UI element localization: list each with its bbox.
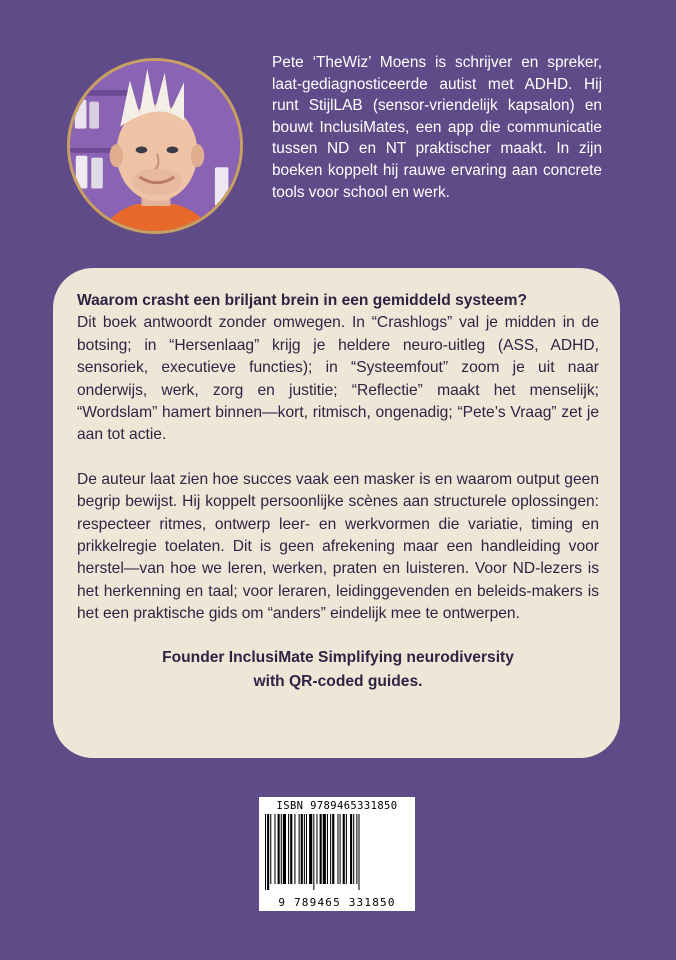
isbn-digits: 9 789465 331850: [278, 896, 396, 909]
barcode-bar: [309, 814, 312, 884]
barcode-bar: [306, 814, 307, 884]
barcode-bar: [346, 814, 347, 884]
barcode-bar: [323, 814, 326, 884]
barcode-bar: [301, 814, 303, 884]
barcode-bar: [290, 814, 292, 884]
barcode-bar: [330, 814, 331, 884]
author-bio: Pete ‘TheWiz’ Moens is schrijver en spreker, laat-gediagnosticeerde autist met ADHD. Hij runt StijlLAB (sensor-vriendelijk kapsalon) en bouwt InclusiMates, een app die communicatie tussen ND en NT praktischer maakt. In zijn boeken koppelt hij rauwe ervaring aan concrete tools voor school en werk.: [272, 54, 602, 201]
barcode-bar: [316, 814, 317, 884]
blurb-title: Waarom crasht een briljant brein in een gemiddeld systeem?: [77, 292, 528, 309]
barcode-bar: [353, 814, 354, 884]
barcode-bar: [340, 814, 341, 884]
barcode-bars: [265, 814, 409, 890]
barcode-bar: [281, 814, 282, 884]
barcode-bar: [299, 814, 300, 884]
barcode-bar: [313, 814, 314, 890]
barcode-bar: [350, 814, 352, 884]
barcode-bar: [343, 814, 345, 884]
barcode-bar: [320, 814, 322, 884]
barcode-bar: [358, 814, 359, 890]
tagline-line-1: Founder InclusiMate Simplifying neurodiversity: [162, 648, 514, 666]
author-tagline: [77, 646, 599, 694]
barcode-bar: [304, 814, 305, 884]
barcode-bar: [278, 814, 280, 884]
barcode-bar: [267, 814, 269, 890]
barcode-bar: [294, 814, 295, 884]
isbn-barcode: [259, 797, 415, 911]
blurb-lead: [77, 290, 599, 447]
blurb-panel: [53, 268, 620, 758]
barcode-bar: [265, 814, 266, 890]
barcode-bar: [327, 814, 328, 884]
barcode-bar: [288, 814, 289, 884]
author-photo: [67, 58, 243, 234]
blurb-paragraph: De auteur laat zien hoe succes vaak een masker is en waarom output geen begrip bewijst. Hij koppelt persoonlijke scènes aan structurele oplossingen: respecteer ritmes, ontwerp leer- en werkvormen die variatie, timing en prikkelregie toelaten. Dit is geen afrekening maar een handleiding voor herstel—van hoe we leren, werken, praten en luisteren. Voor ND-lezers is het herkenning en taal; voor leraren, leidinggevenden en beleids-makers is het een praktische gids om “anders” eindelijk mee te ontwerpen.: [77, 470, 599, 623]
barcode-bar: [274, 814, 275, 884]
barcode-bar: [356, 814, 357, 884]
blurb-content: [77, 290, 599, 694]
barcode-bar: [283, 814, 286, 884]
blurb-lead-text: Dit boek antwoordt zonder omwegen. In “Crashlogs” val je midden in de botsing; in “Hersenlaag” krijg je heldere neuro-uitleg (ASS, ADHD, sensoriek, executieve functies); in “Systeemfout” zoom je uit naar onderwijs, werk, zorg en justitie; “Reflectie” maakt het menselijk; “Wordslam” hamert binnen—kort, ritmisch, ongenadig; “Pete’s Vraag” zet je aan tot actie.: [77, 314, 599, 444]
barcode-bar: [270, 814, 271, 884]
isbn-label: ISBN 9789465331850: [276, 800, 398, 812]
author-portrait-illustration: [70, 61, 240, 231]
barcode-bar: [337, 814, 338, 884]
tagline-line-2: with QR-coded guides.: [253, 672, 423, 690]
barcode-bar: [332, 814, 334, 884]
